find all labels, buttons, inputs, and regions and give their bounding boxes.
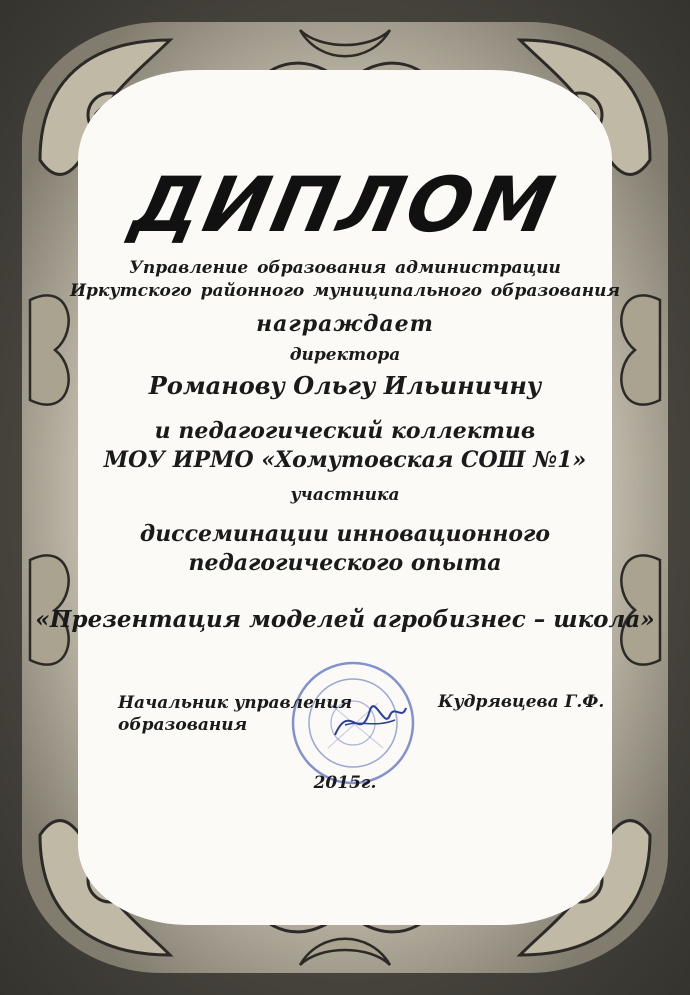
dissemination-line-2: педагогического опыта (188, 550, 502, 576)
participant-text: участника (290, 485, 400, 505)
issue-year: 2015г. (313, 773, 377, 793)
signatory-title-line-2: образования (118, 715, 248, 735)
signatory-title-line-1: Начальник управления (118, 693, 353, 713)
diploma-title: ДИПЛОМ (124, 160, 566, 249)
recipient-name: Романову Ольгу Ильиничну (148, 371, 542, 400)
issuer-line-2: Иркутского районного муниципального образования (69, 281, 621, 301)
issuer-line-1: Управление образования администрации (129, 258, 561, 278)
signatory-title (118, 692, 352, 736)
dissemination-line-1: диссеминации инновационного (139, 521, 551, 547)
collective-line-1: и педагогический коллектив (154, 418, 536, 444)
signatory-name: Кудрявцева Г.Ф. (438, 692, 605, 712)
presentation-title: «Презентация моделей агробизнес – школа» (35, 606, 655, 633)
collective-line-2: МОУ ИРМО «Хомутовская СОШ №1» (103, 447, 587, 473)
awards-text: награждает (256, 311, 434, 337)
recipient-role: директора (289, 345, 401, 365)
